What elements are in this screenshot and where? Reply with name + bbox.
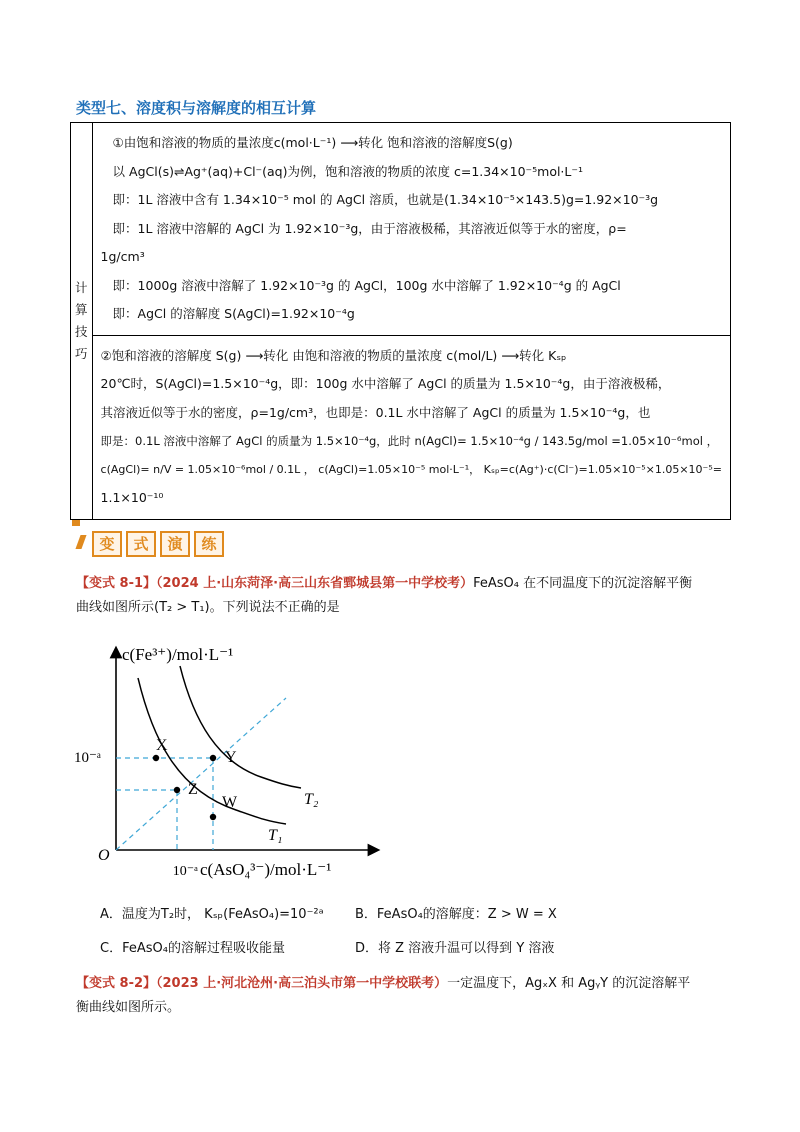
problem-text: FeAsO₄ 在不同温度下的沉淀溶解平衡 [473, 576, 693, 591]
tip-block-1 [92, 123, 730, 336]
diagonal-dashed [116, 698, 286, 850]
problem-source: （2024 上·山东菏泽·高三山东省鄄城县第一中学校考） [156, 576, 474, 591]
tip-line: 1.1×10⁻¹⁰ [100, 490, 164, 505]
tip-line: 其溶液近似等于水的密度，ρ=1g/cm³，也即是：0.1L 水中溶解了 AgCl 的质量为 1.5×10⁻⁴g，也 [100, 404, 651, 420]
label-y: Y [225, 749, 237, 766]
row-label: 计算 技巧 [71, 123, 93, 520]
label-w: W [222, 794, 238, 811]
y-axis-label: c(Fe³⁺)/mol·L⁻¹ [122, 645, 234, 664]
problem-text: 一定温度下，AgₓX 和 AgᵧY 的沉淀溶解平 [447, 976, 691, 991]
practice-badge [92, 531, 228, 557]
tip-line: 以 AgCl(s)⇌Ag⁺(aq)+Cl⁻(aq)为例，饱和溶液的物质的浓度 c=1.34×10⁻⁵mol·L⁻¹ [112, 163, 583, 179]
tip-line: 即：1000g 溶液中溶解了 1.92×10⁻³g 的 AgCl，100g 水中溶解了 1.92×10⁻⁴g 的 AgCl [112, 277, 621, 293]
label-t2: T₂ [304, 791, 319, 808]
tip-line: 即是：0.1L 溶液中溶解了 AgCl 的质量为 1.5×10⁻⁴g，此时 n(AgCl)= 1.5×10⁻⁴g / 143.5g/mol =1.05×10⁻⁶mol ， [100, 434, 719, 448]
curve-t2 [180, 666, 301, 788]
tip-line: ②饱和溶液的溶解度 S(g) ⟶转化 由饱和溶液的物质的量浓度 c(mol/L) ⟶转化 Kₛₚ [100, 347, 567, 363]
tip-line: 即：AgCl 的溶解度 S(AgCl)=1.92×10⁻⁴g [112, 306, 355, 321]
badge-char: 式 [126, 531, 156, 557]
badge-char: 变 [92, 531, 122, 557]
calc-tips-table [70, 122, 731, 520]
badge-accent [72, 520, 80, 526]
problem-8-2 [76, 972, 736, 1020]
point-z [174, 787, 180, 793]
origin-label: O [98, 847, 110, 864]
option-b: B．FeAsO₄的溶解度：Z > W = X [355, 907, 557, 922]
badge-char: 演 [160, 531, 190, 557]
option-a: A．温度为T₂时， Kₛₚ(FeAsO₄)=10⁻²ᵃ [100, 907, 324, 922]
badge-bar [75, 535, 86, 549]
problem-tag: 【变式 8-2】 [76, 976, 157, 991]
problem-text: 衡曲线如图所示。 [76, 1000, 181, 1015]
point-x [153, 755, 159, 761]
badge-char: 练 [194, 531, 224, 557]
solubility-graph [74, 640, 416, 890]
problem-text: 曲线如图所示(T₂ > T₁)。下列说法不正确的是 [76, 600, 340, 615]
tip-line: 即：1L 溶液中含有 1.34×10⁻⁵ mol 的 AgCl 溶质，也就是(1.34×10⁻⁵×143.5)g=1.92×10⁻³g [112, 192, 659, 207]
tip-line: 1g/cm³ [100, 249, 145, 264]
problem-tag: 【变式 8-1】 [76, 576, 157, 591]
y-tick: 10⁻ᵃ [74, 750, 102, 766]
tip-line: 20℃时，S(AgCl)=1.5×10⁻⁴g，即：100g 水中溶解了 AgCl 的质量为 1.5×10⁻⁴g，由于溶液极稀， [100, 376, 671, 391]
label-t1: T₁ [268, 827, 283, 844]
option-d: D．将 Z 溶液升温可以得到 Y 溶液 [355, 941, 555, 956]
point-y [210, 755, 216, 761]
tip-line: c(AgCl)= n/V = 1.05×10⁻⁶mol / 0.1L ， c(AgCl)=1.05×10⁻⁵ mol·L⁻¹， Kₛₚ=c(Ag⁺)·c(Cl⁻)=1.05×10⁻⁵×1.05×10⁻⁵= [100, 462, 722, 476]
tip-block-2 [92, 335, 730, 519]
problem-8-1 [76, 572, 736, 620]
tip-line: ①由饱和溶液的物质的量浓度c(mol·L⁻¹) ⟶转化 饱和溶液的溶解度S(g) [112, 135, 513, 150]
point-w [210, 814, 216, 820]
option-c: C．FeAsO₄的溶解过程吸收能量 [100, 941, 285, 956]
label-x: X [156, 737, 168, 754]
section-title: 类型七、溶度积与溶解度的相互计算 [76, 99, 317, 117]
problem-source: （2023 上·河北沧州·高三泊头市第一中学校联考） [156, 976, 448, 991]
x-axis-label: c(AsO₄³⁻)/mol·L⁻¹ [200, 860, 332, 879]
x-tick: 10⁻ᵃ [172, 864, 198, 879]
label-z: Z [188, 781, 198, 798]
tip-line: 即：1L 溶液中溶解的 AgCl 为 1.92×10⁻³g，由于溶液极稀，其溶液近似等于水的密度，ρ= [112, 220, 627, 236]
